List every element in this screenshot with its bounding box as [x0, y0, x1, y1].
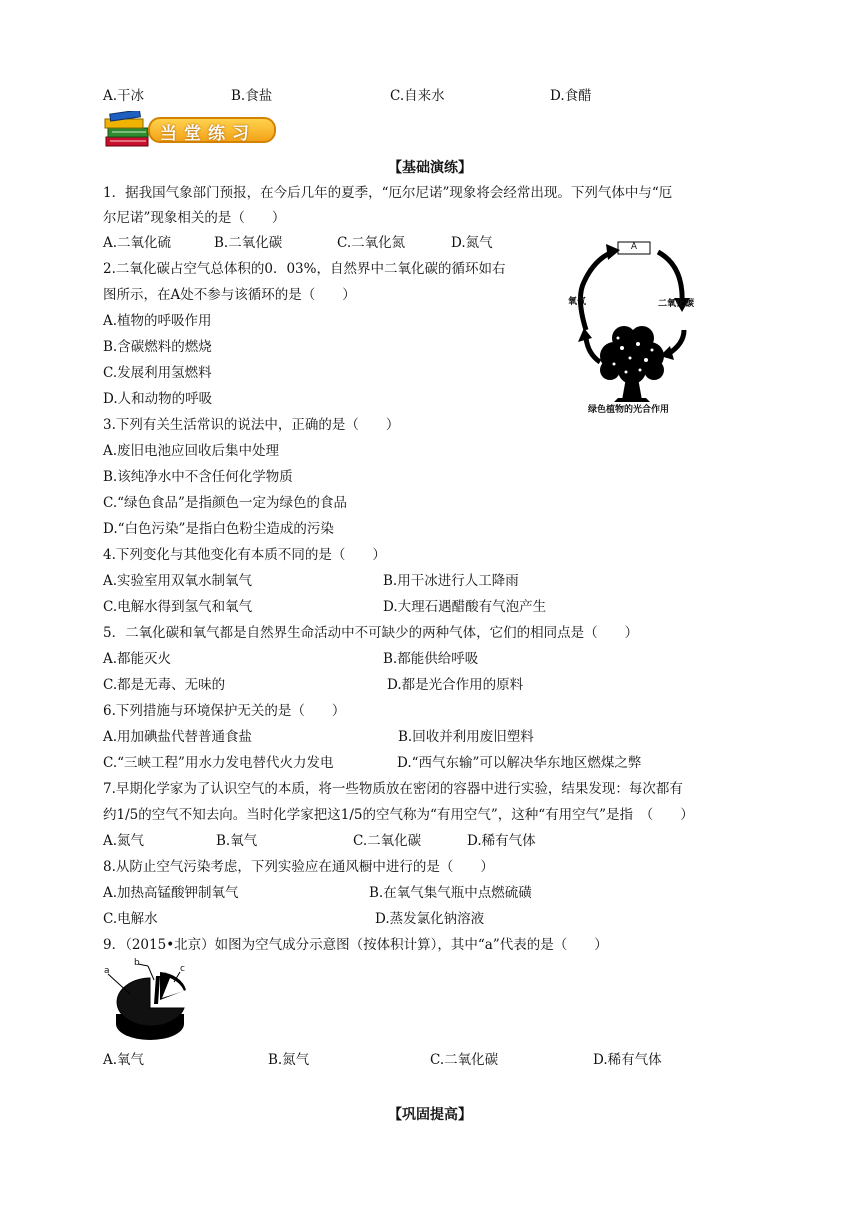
q6-line1: 6.下列措施与环境保护无关的是（ ） — [103, 703, 346, 719]
q1-option-c: C.二氧化氮 — [337, 235, 406, 251]
diagram-box-label: A — [630, 242, 638, 252]
q1-option-b: B.二氧化碳 — [214, 235, 283, 251]
q7-option-b: B.氧气 — [216, 833, 258, 849]
q4-option-a: A.实验室用双氧水制氧气 — [103, 573, 253, 589]
q5-option-b: B.都能供给呼吸 — [383, 651, 479, 667]
practice-banner — [102, 111, 280, 149]
q1-option-a: A.二氧化硫 — [103, 235, 172, 251]
q8-line1: 8.从防止空气污染考虑，下列实验应在通风橱中进行的是（ ） — [103, 859, 494, 875]
q2-option-c: C.发展利用氢燃料 — [103, 365, 212, 381]
q5-option-a: A.都能灭火 — [103, 651, 172, 667]
carbon-cycle-diagram — [566, 238, 698, 418]
q5-option-c: C.都是无毒、无味的 — [103, 677, 226, 693]
q2-option-d: D.人和动物的呼吸 — [103, 391, 213, 407]
q4-option-b: B.用干冰进行人工降雨 — [383, 573, 519, 589]
q4-option-d: D.大理石遇醋酸有气泡产生 — [383, 599, 547, 615]
q6-option-b: B.回收并利用废旧塑料 — [398, 729, 534, 745]
banner-title: 当堂练习 — [160, 124, 256, 144]
q6-option-c: C.“三峡工程”用水力发电替代火力发电 — [103, 755, 334, 771]
option-b: B.食盐 — [231, 88, 273, 104]
q7-option-d: D.稀有气体 — [467, 833, 536, 849]
q8-option-b: B.在氧气集气瓶中点燃硫磺 — [369, 885, 532, 901]
q9-option-c: C.二氧化碳 — [430, 1052, 499, 1068]
q2-option-a: A.植物的呼吸作用 — [103, 313, 212, 329]
q2-line1: 2.二氧化碳占空气总体积的0．03%，自然界中二氧化碳的循环如右 — [103, 261, 506, 277]
q8-option-c: C.电解水 — [103, 911, 158, 927]
option-a: A.干冰 — [103, 88, 145, 104]
q3-option-c: C.“绿色食品”是指颜色一定为绿色的食品 — [103, 495, 347, 511]
option-d: D.食醋 — [550, 88, 592, 104]
q5-line1: 5．二氧化碳和氧气都是自然界生命活动中不可缺少的两种气体，它们的相同点是（ ） — [103, 625, 639, 641]
q3-option-b: B.该纯净水中不含任何化学物质 — [103, 469, 293, 485]
q9-option-d: D.稀有气体 — [593, 1052, 662, 1068]
q8-option-a: A.加热高锰酸钾制氧气 — [103, 885, 239, 901]
q1-line1: 1．据我国气象部门预报，在今后几年的夏季，“厄尔尼诺”现象将会经常出现。下列气体中与“厄 — [103, 185, 673, 201]
q4-option-c: C.电解水得到氢气和氧气 — [103, 599, 253, 615]
option-c: C.自来水 — [390, 88, 445, 104]
q7-line2: 约1/5的空气不知去向。当时化学家把这1/5的空气称为“有用空气”，这种“有用空气”是指 （ ） — [103, 807, 694, 823]
pie-label-b: b — [134, 958, 140, 968]
q7-option-c: C.二氧化碳 — [353, 833, 422, 849]
q9-line1: 9．（2015•北京）如图为空气成分示意图（按体积计算），其中“a”代表的是（ ） — [103, 937, 608, 953]
diagram-right-label: 二氧化碳 — [658, 299, 695, 309]
q9-option-b: B.氮气 — [268, 1052, 310, 1068]
q5-option-d: D.都是光合作用的原料 — [387, 677, 524, 693]
q2-option-b: B.含碳燃料的燃烧 — [103, 339, 212, 355]
section-title-advanced: 【巩固提高】 — [388, 1107, 472, 1123]
q4-line1: 4.下列变化与其他变化有本质不同的是（ ） — [103, 547, 386, 563]
q8-option-d: D.蒸发氯化钠溶液 — [375, 911, 485, 927]
books-icon — [102, 111, 154, 151]
diagram-left-label: 氧气 — [568, 297, 587, 307]
q6-option-a: A.用加碘盐代替普通食盐 — [103, 729, 253, 745]
air-composition-pie — [100, 958, 196, 1048]
q1-line2: 尔尼诺”现象相关的是（ ） — [103, 210, 286, 226]
pie-label-c: c — [180, 964, 185, 974]
diagram-caption: 绿色植物的光合作用 — [588, 405, 670, 415]
q3-option-d: D.“白色污染”是指白色粉尘造成的污染 — [103, 521, 334, 537]
q3-option-a: A.废旧电池应回收后集中处理 — [103, 443, 280, 459]
q2-line2: 图所示，在A处不参与该循环的是（ ） — [103, 287, 356, 303]
q9-option-a: A.氧气 — [103, 1052, 145, 1068]
q7-option-a: A.氮气 — [103, 833, 145, 849]
q1-option-d: D.氮气 — [451, 235, 493, 251]
q7-line1: 7.早期化学家为了认识空气的本质，将一些物质放在密闭的容器中进行实验，结果发现：每次都有 — [103, 781, 683, 797]
q3-line1: 3.下列有关生活常识的说法中，正确的是（ ） — [103, 417, 400, 433]
section-title-basic: 【基础演练】 — [388, 160, 472, 176]
pie-label-a: a — [104, 966, 110, 976]
q6-option-d: D.“西气东输”可以解决华东地区燃煤之弊 — [397, 755, 642, 771]
